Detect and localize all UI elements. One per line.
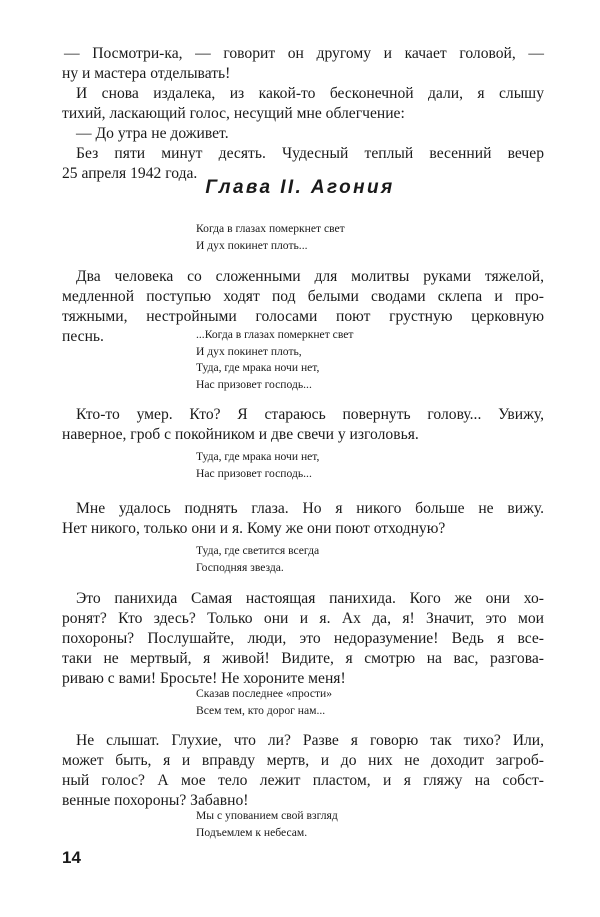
text-line: Два человека со сложенными для молитвы руками тяжелой, [76, 268, 544, 285]
text-line: Без пяти минут десять. Чудесный теплый весенний вечер [76, 145, 544, 162]
text-line: Это панихида Самая настоящая панихида. Кого же они хо- [76, 590, 544, 607]
text-line: песнь. [62, 328, 104, 345]
text-line: И снова издалека, из какой-то бесконечной дали, я слышу [76, 85, 544, 102]
paragraph-voice [62, 84, 544, 124]
chapter-title: Глава II. Агония [205, 177, 395, 198]
verse-line: И дух покинет плоть... [196, 238, 308, 252]
verse-4 [196, 543, 319, 576]
verse-line: Подъемлем к небесам. [196, 825, 308, 839]
text-line: ну и мастера отделывать! [62, 65, 231, 82]
verse-line: Когда в глазах померкнет свет [196, 222, 345, 235]
text-line: Нет никого, только они и я. Кому же они поют отходную? [62, 520, 446, 537]
paragraph-someone-died [62, 405, 544, 445]
paragraph-dialogue-1 [62, 44, 544, 84]
verse-line: Туда, где мрака ночи нет, [196, 361, 320, 374]
verse-3 [196, 449, 319, 482]
text-line: таки не мертвый, я живой! Видите, я смотрю на вас, разгова- [62, 650, 544, 667]
verse-line: Сказав последнее «прости» [196, 687, 333, 700]
text-line: риваю с вами! Бросьте! Не хороните меня! [62, 670, 346, 687]
verse-line: Нас призовет господь... [196, 466, 312, 480]
paragraph-raised-eyes [62, 499, 544, 539]
verse-1 [196, 221, 345, 254]
verse-line: Туда, где светится всегда [196, 544, 320, 557]
paragraph-panikhida [62, 589, 544, 689]
verse-line: Нас призовет господь... [196, 377, 312, 391]
verse-line: Всем тем, кто дорог нам... [196, 703, 326, 717]
text-line: тяжными, нестройными голосами поют грустную церковную [62, 308, 544, 325]
verse-6 [196, 808, 338, 841]
paragraph-not-heard [62, 731, 544, 811]
text-line: ный голос? А мое тело лежит пластом, и я гляжу на собст- [62, 772, 544, 789]
text-line: медленной поступью ходят под белыми сводами склепа и про- [62, 288, 544, 305]
text-line: Кто-то умер. Кто? Я стараюсь повернуть голову... Увижу, [76, 406, 544, 423]
text-line: может быть, я и вправду мертв, и до них не доходит загроб- [62, 752, 544, 769]
text-line: наверное, гроб с покойником и две свечи у изголовья. [62, 426, 419, 443]
text-line: венные похороны? Забавно! [62, 792, 249, 809]
verse-line: Туда, где мрака ночи нет, [196, 450, 320, 463]
text-line: — До утра не доживет. [76, 125, 229, 142]
paragraph-dialogue-2 [62, 124, 544, 144]
text-line: тихий, ласкающий голос, несущий мне облегчение: [62, 105, 405, 122]
verse-line: Мы с упованием свой взгляд [196, 809, 338, 822]
verse-line: И дух покинет плоть, [196, 344, 302, 358]
verse-2 [196, 327, 353, 393]
verse-line: Господняя звезда. [196, 560, 284, 574]
verse-5 [196, 686, 332, 719]
text-line: 25 апреля 1942 года. [62, 165, 198, 182]
verse-line: ...Когда в глазах померкнет свет [196, 328, 354, 341]
text-line: похороны? Послушайте, люди, это недоразумение! Ведь я все- [62, 630, 544, 647]
page-number: 14 [62, 848, 81, 867]
text-line: Мне удалось поднять глаза. Но я никого больше не вижу. [76, 500, 544, 517]
text-line: — Посмотри-ка, — говорит он другому и качает головой, — [64, 45, 544, 62]
text-line: Не слышат. Глухие, что ли? Разве я говорю так тихо? Или, [76, 732, 544, 749]
text-line: ронят? Кто здесь? Только они и я. Ах да, я! Значит, это мои [62, 610, 544, 627]
